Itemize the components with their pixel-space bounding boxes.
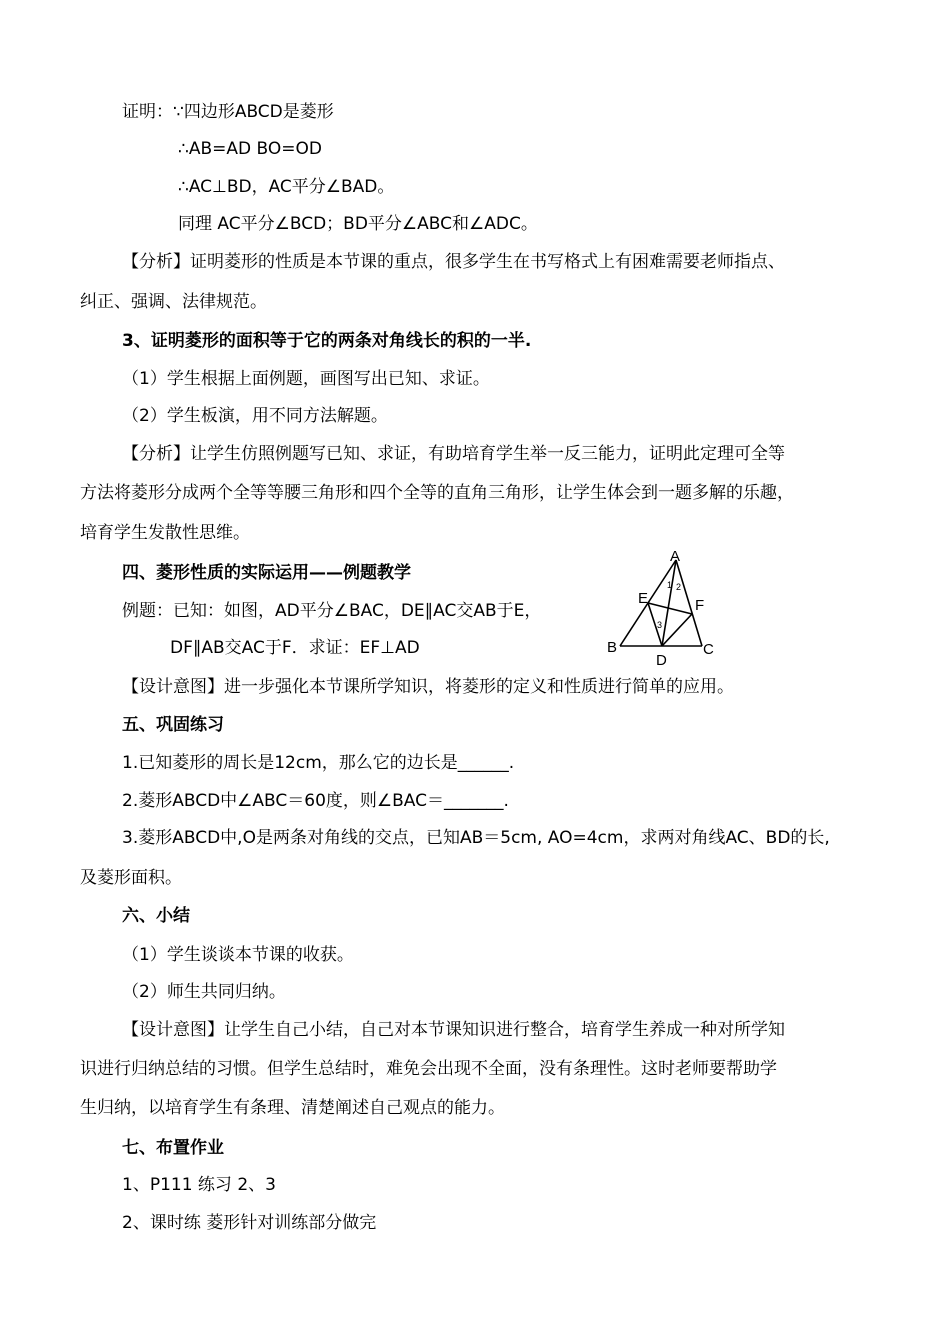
section-3-item-1: （1）学生根据上面例题，画图写出已知、求证。	[122, 369, 490, 389]
label-f: F	[695, 597, 705, 614]
summary-item-2: （2）师生共同归纳。	[122, 982, 286, 1002]
label-angle-3: 3	[657, 620, 663, 630]
analysis-2-line-2: 方法将菱形分成两个全等等腰三角形和四个全等的直角三角形，让学生体会到一题多解的乐趣，	[80, 483, 794, 503]
label-a: A	[670, 548, 681, 565]
exercise-3-line-1: 3.菱形ABCD中,O是两条对角线的交点，已知AB＝5cm, AO=4cm，求两对角线AC、BD的长,	[122, 828, 830, 848]
homework-item-2: 2、课时练 菱形针对训练部分做完	[122, 1213, 377, 1233]
analysis-1-line-2: 纠正、强调、法律规范。	[80, 292, 267, 312]
summary-design-line-2: 识进行归纳总结的习惯。但学生总结时，难免会出现不全面，没有条理性。这时老师要帮助学	[80, 1059, 777, 1079]
summary-design-line-1: 【设计意图】让学生自己小结，自己对本节课知识进行整合，培育学生养成一种对所学知	[122, 1020, 785, 1040]
proof-line-1: 证明：∵四边形ABCD是菱形	[122, 102, 334, 122]
homework-item-1: 1、P111 练习 2、3	[122, 1175, 276, 1195]
proof-line-2: ∴AB=AD BO=OD	[178, 139, 322, 159]
exercise-2: 2.菱形ABCD中∠ABC＝60度，则∠BAC＝_______.	[122, 791, 509, 811]
proof-line-4: 同理 AC平分∠BCD；BD平分∠ABC和∠ADC。	[178, 214, 538, 234]
example-line-2: DF∥AB交AC于F．求证：EF⊥AD	[170, 638, 420, 658]
summary-item-1: （1）学生谈谈本节课的收获。	[122, 945, 354, 965]
example-line-1: 例题：已知：如图，AD平分∠BAC，DE∥AC交AB于E，	[122, 601, 542, 621]
section-3-heading: 3、证明菱形的面积等于它的两条对角线长的积的一半.	[122, 331, 532, 351]
label-c: C	[703, 641, 714, 658]
summary-design-line-3: 生归纳，以培育学生有条理、清楚阐述自己观点的能力。	[80, 1098, 505, 1118]
geometry-figure	[598, 548, 718, 668]
analysis-2-line-3: 培育学生发散性思维。	[80, 523, 250, 543]
exercise-3-line-2: 及菱形面积。	[80, 868, 182, 888]
label-angle-1: 1	[667, 580, 673, 590]
section-4-heading: 四、菱形性质的实际运用——例题教学	[122, 563, 411, 583]
segment-ef	[648, 603, 692, 614]
section-6-heading: 六、小结	[122, 906, 190, 926]
section-7-heading: 七、布置作业	[122, 1138, 224, 1158]
label-d: D	[656, 652, 667, 668]
label-angle-2: 2	[676, 582, 682, 592]
section-3-item-2: （2）学生板演，用不同方法解题。	[122, 406, 388, 426]
section-4-design: 【设计意图】进一步强化本节课所学知识，将菱形的定义和性质进行简单的应用。	[122, 677, 734, 697]
label-e: E	[638, 590, 649, 607]
proof-line-3: ∴AC⊥BD，AC平分∠BAD。	[178, 177, 395, 197]
exercise-1: 1.已知菱形的周长是12cm，那么它的边长是______.	[122, 753, 515, 773]
label-b: B	[607, 639, 618, 656]
section-5-heading: 五、巩固练习	[122, 715, 224, 735]
analysis-2-line-1: 【分析】让学生仿照例题写已知、求证，有助培育学生举一反三能力，证明此定理可全等	[122, 444, 785, 464]
analysis-1-line-1: 【分析】证明菱形的性质是本节课的重点，很多学生在书写格式上有困难需要老师指点、	[122, 252, 785, 272]
